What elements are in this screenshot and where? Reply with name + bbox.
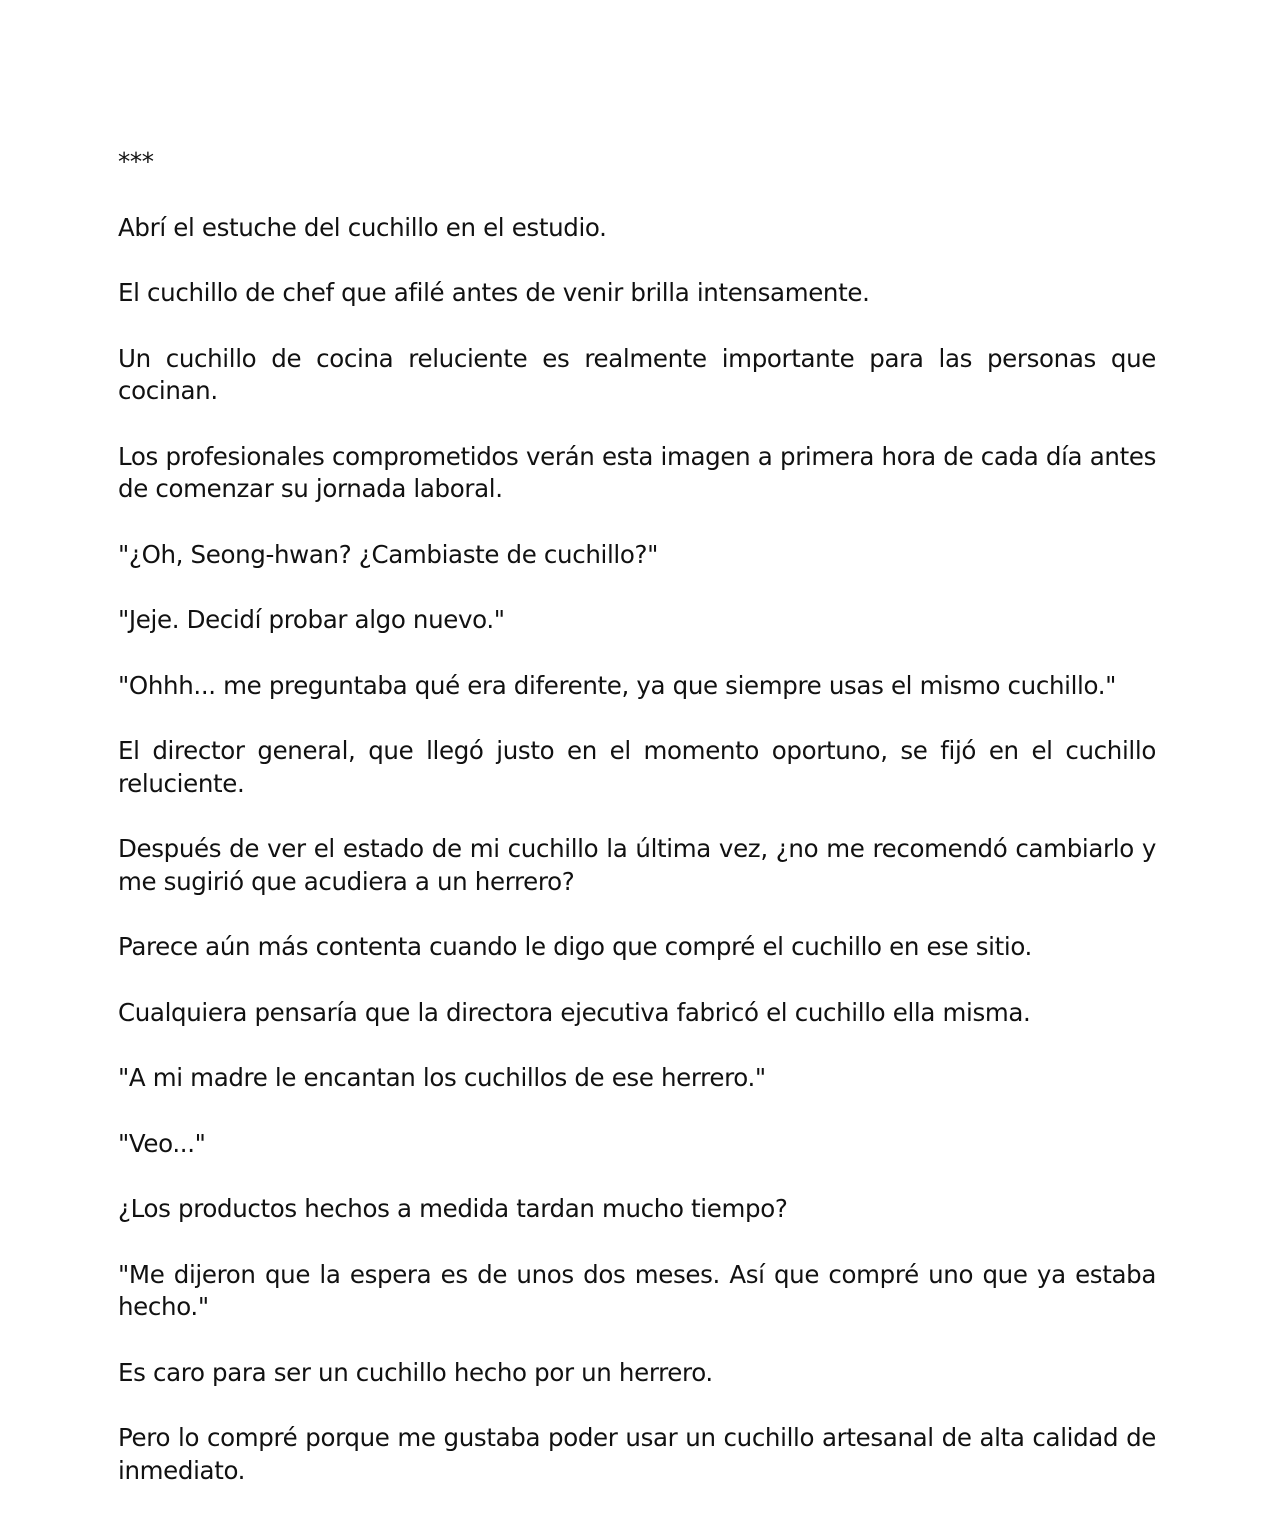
paragraph: Los profesionales comprometidos verán esta imagen a primera hora de cada día antes de comenzar su jornada laboral. xyxy=(118,441,1156,503)
dialogue-line: "¿Oh, Seong-hwan? ¿Cambiaste de cuchillo?" xyxy=(118,539,659,569)
paragraph: Después de ver el estado de mi cuchillo la última vez, ¿no me recomendó cambiarlo y me sugirió que acudiera a un herrero? xyxy=(118,834,1156,896)
paragraph: El director general, que llegó justo en el momento oportuno, se fijó en el cuchillo reluciente. xyxy=(118,736,1156,798)
paragraph: Cualquiera pensaría que la directora ejecutiva fabricó el cuchillo ella misma. xyxy=(118,997,1031,1027)
dialogue-line: "Jeje. Decidí probar algo nuevo." xyxy=(118,605,505,634)
paragraph: ¿Los productos hechos a medida tardan mucho tiempo? xyxy=(118,1194,788,1223)
paragraph: El cuchillo de chef que afilé antes de venir brilla intensamente. xyxy=(118,278,870,307)
scene-separator: *** xyxy=(118,147,154,176)
paragraph: Un cuchillo de cocina reluciente es realmente importante para las personas que cocinan. xyxy=(118,343,1156,405)
paragraph: Parece aún más contenta cuando le digo que compré el cuchillo en ese sitio. xyxy=(118,932,1032,961)
dialogue-line: "Veo..." xyxy=(118,1128,206,1158)
dialogue-line: "A mi madre le encantan los cuchillos de ese herrero." xyxy=(118,1063,766,1092)
paragraph: Pero lo compré porque me gustaba poder usar un cuchillo artesanal de alta calidad de inmediato. xyxy=(118,1423,1156,1485)
dialogue-line: "Me dijeron que la espera es de unos dos meses. Así que compré uno que ya estaba hecho." xyxy=(118,1259,1156,1321)
paragraph: Es caro para ser un cuchillo hecho por un herrero. xyxy=(118,1357,713,1387)
paragraph: Abrí el estuche del cuchillo en el estudio. xyxy=(118,212,607,242)
document-page xyxy=(118,146,1156,1520)
dialogue-line: "Ohhh... me preguntaba qué era diferente, ya que siempre usas el mismo cuchillo." xyxy=(118,670,1117,700)
